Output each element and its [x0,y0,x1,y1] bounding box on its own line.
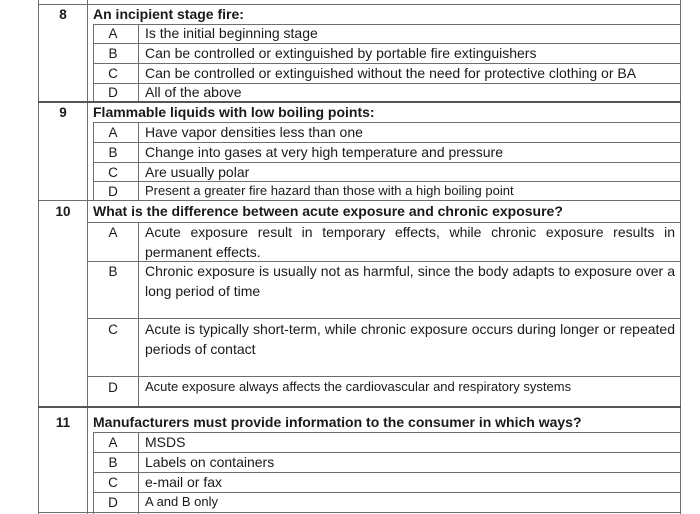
question-prompt: An incipient stage fire: [93,6,244,22]
option-letter: C [108,322,118,337]
option-letter: A [108,225,118,240]
option-text: Chronic exposure is usually not as harmful, since the body adapts to exposure over a long period of time [145,263,675,299]
option-letter: D [108,184,118,199]
letter-column-divider [138,122,139,200]
option-letter: B [108,264,118,279]
option-text: Acute exposure result in temporary effects, while chronic exposure results in permanent effects. [145,224,675,260]
option-text: Acute exposure always affects the cardiovascular and respiratory systems [145,379,572,394]
option-text: All of the above [145,84,242,100]
option-text: Acute is typically short-term, while chronic exposure occurs during longer or repeated periods of contact [145,321,675,357]
option-letter: C [108,66,118,81]
option-letter: C [108,475,118,490]
option-text: e-mail or fax [145,474,223,490]
question-prompt: Flammable liquids with low boiling points: [93,104,375,120]
option-letter: B [108,46,118,61]
option-text: Can be controlled or extinguished without the need for protective clothing or BA [145,65,637,81]
option-text: Present a greater fire hazard than those with a high boiling point [145,183,514,198]
question-number: 10 [55,204,71,219]
option-letter: D [108,85,118,100]
option-letter: A [108,435,118,450]
option-letter: D [108,380,118,395]
option-text: MSDS [145,434,186,450]
question-prompt: What is the difference between acute exposure and chronic exposure? [93,203,563,219]
option-letter: A [108,26,118,41]
option-text: Change into gases at very high temperature and pressure [145,144,503,160]
option-letter: C [108,165,118,180]
question-number: 9 [59,105,67,120]
option-letter: D [108,495,118,510]
option-text: Can be controlled or extinguished by portable fire extinguishers [145,45,537,61]
table-border-left [38,0,39,514]
row-divider [38,512,681,513]
option-letter: A [108,125,118,140]
question-number: 8 [59,7,67,22]
letter-column-divider [138,222,139,406]
option-text: Have vapor densities less than one [145,124,363,140]
option-text: Are usually polar [145,164,250,180]
question-number: 11 [55,415,71,430]
number-column-divider [87,0,88,514]
option-text: Labels on containers [145,454,275,470]
table-border-right [680,0,681,514]
option-text: Is the initial beginning stage [145,25,318,41]
option-letter: B [108,145,118,160]
letter-column-divider [138,432,139,514]
option-text: A and B only [145,494,218,509]
question-divider [38,406,681,408]
question-prompt: Manufacturers must provide information to the consumer in which ways? [93,414,582,430]
option-letter: B [108,455,118,470]
